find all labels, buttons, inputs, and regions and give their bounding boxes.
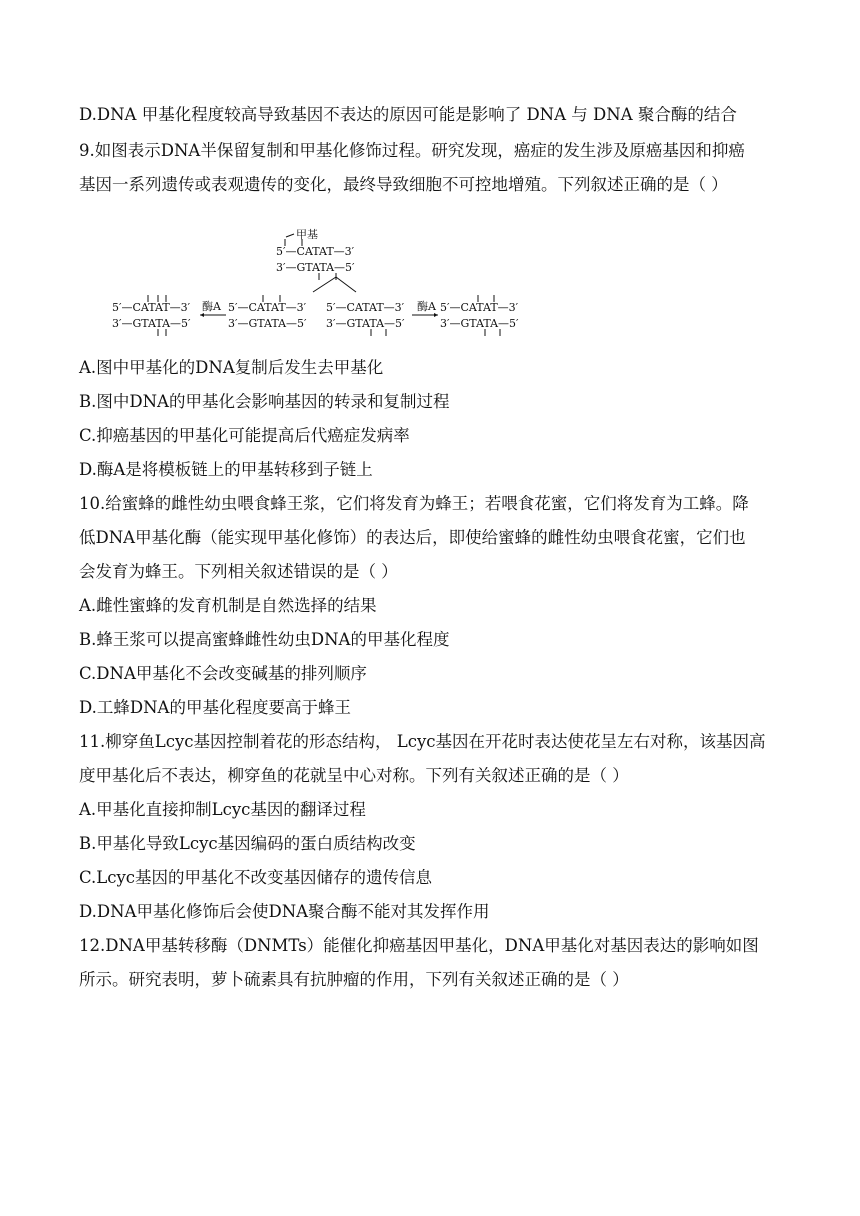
methyl-label: 甲基 (296, 228, 318, 241)
question-10-option-d: D.工蜂DNA的甲基化程度要高于蜂王 (79, 698, 351, 717)
question-10-stem-line3: 会发育为蜂王。下列相关叙述错误的是（ ） (79, 562, 398, 581)
third-bottom-strand: 3′—GTATA—5′ (326, 317, 405, 330)
second-top-strand: 5′—CATAT—3′ (228, 301, 307, 314)
third-top-strand: 5′—CATAT—3′ (326, 301, 405, 314)
question-9-option-b: B.图中DNA的甲基化会影响基因的转录和复制过程 (79, 392, 450, 411)
question-10-option-c: C.DNA甲基化不会改变碱基的排列顺序 (79, 664, 367, 683)
center-top-strand: 5′—CATAT—3′ (276, 245, 355, 258)
question-10-stem-line2: 低DNA甲基化酶（能实现甲基化修饰）的表达后，即使给蜜蜂的雌性幼虫喂食花蜜，它们也 (79, 528, 746, 547)
question-10-stem-line1: 10.给蜜蜂的雌性幼虫喂食蜂王浆，它们将发育为蜂王；若喂食花蜜，它们将发育为工蜂。降 (79, 494, 749, 513)
second-bottom-strand: 3′—GTATA—5′ (228, 317, 307, 330)
question-9-stem-line2: 基因一系列遗传或表观遗传的变化，最终导致细胞不可控地增殖。下列叙述正确的是（ ） (79, 175, 728, 194)
branch-arrow-right (336, 277, 356, 292)
question-9-option-a: A.图中甲基化的DNA复制后发生去甲基化 (79, 358, 384, 377)
branch-arrow-left (313, 277, 336, 292)
question-12-stem-line2: 所示。研究表明，萝卜硫素具有抗肿瘤的作用，下列有关叙述正确的是（ ） (79, 970, 629, 989)
right-bottom-strand: 3′—GTATA—5′ (440, 317, 519, 330)
question-9-option-c: C.抑癌基因的甲基化可能提高后代癌症发病率 (79, 426, 410, 445)
question-10-option-b: B.蜂王浆可以提高蜜蜂雌性幼虫DNA的甲基化程度 (79, 630, 450, 649)
enzyme-a-label-left: 酶A (202, 300, 221, 313)
right-top-strand: 5′—CATAT—3′ (440, 301, 519, 314)
question-11-option-a: A.甲基化直接抑制Lcyc基因的翻译过程 (79, 800, 366, 819)
enzyme-a-label-right: 酶A (417, 300, 436, 313)
center-bottom-strand: 3′—GTATA—5′ (276, 261, 355, 274)
question-9-option-d: D.酶A是将模板链上的甲基转移到子链上 (79, 460, 373, 479)
question-11-option-d: D.DNA甲基化修饰后会使DNA聚合酶不能对其发挥作用 (79, 902, 490, 921)
text-line: D.DNA 甲基化程度较高导致基因不表达的原因可能是影响了 DNA 与 DNA 聚合酶的结合 (79, 105, 737, 124)
methyl-pointer (286, 234, 294, 237)
question-11-option-b: B.甲基化导致Lcyc基因编码的蛋白质结构改变 (79, 834, 416, 853)
arrowhead (434, 313, 438, 317)
question-11-stem-line1: 11.柳穿鱼Lcyc基因控制着花的形态结构， Lcyc基因在开花时表达使花呈左右对称，该基因高 (79, 732, 766, 751)
arrowhead (200, 313, 204, 317)
left-top-strand: 5′—CATAT—3′ (112, 301, 191, 314)
question-11-stem-line2: 度甲基化后不表达，柳穿鱼的花就呈中心对称。下列有关叙述正确的是（ ） (79, 766, 629, 785)
left-bottom-strand: 3′—GTATA—5′ (112, 317, 191, 330)
dna-methylation-diagram (108, 225, 538, 340)
question-10-option-a: A.雌性蜜蜂的发育机制是自然选择的结果 (79, 596, 377, 615)
question-9-stem-line1: 9.如图表示DNA半保留复制和甲基化修饰过程。研究发现，癌症的发生涉及原癌基因和抑癌 (79, 141, 745, 160)
question-11-option-c: C.Lcyc基因的甲基化不改变基因储存的遗传信息 (79, 868, 433, 887)
question-12-stem-line1: 12.DNA甲基转移酶（DNMTs）能催化抑癌基因甲基化，DNA甲基化对基因表达的影响如图 (79, 936, 759, 955)
